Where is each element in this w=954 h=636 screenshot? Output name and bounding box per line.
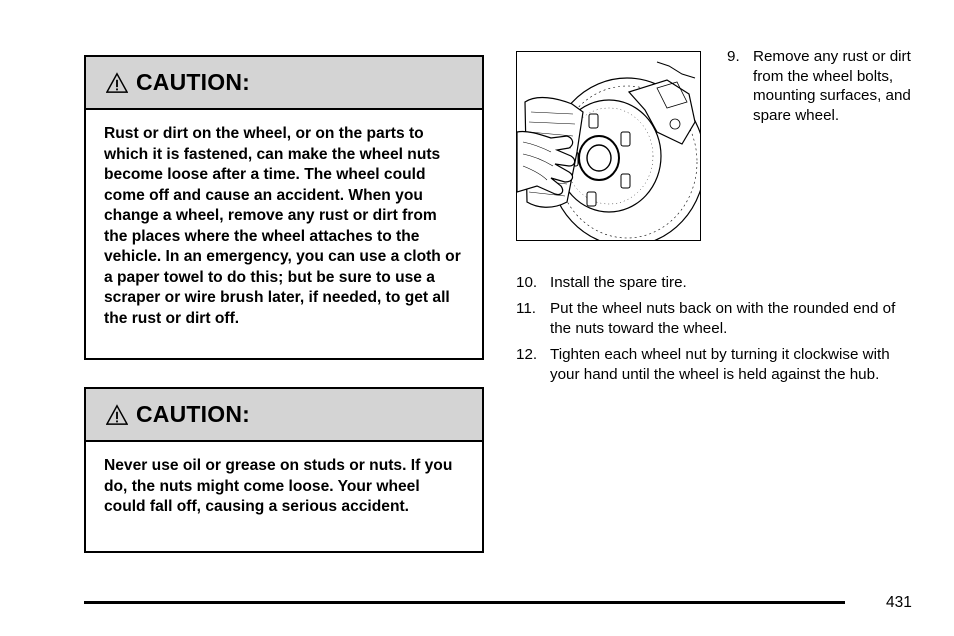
warning-triangle-icon — [106, 404, 128, 426]
caution-box-oil — [84, 387, 484, 553]
caution-box-rust — [84, 55, 484, 360]
caution-header — [86, 389, 482, 442]
step-text: Install the spare tire. — [550, 274, 687, 291]
step-text: Remove any rust or dirt from the wheel bolts, mounting surfaces, and spare wheel. — [753, 48, 911, 124]
warning-triangle-icon — [106, 72, 128, 94]
step-number: 10. — [516, 274, 538, 291]
caution-text: Never use oil or grease on studs or nuts. If you do, the nuts might come loose. Your wheel could fall off, causing a serious accident. — [104, 457, 453, 515]
hand-cleaning-hub-drawing — [517, 52, 701, 241]
footer-rule — [84, 601, 845, 604]
step-number: 11. — [516, 300, 536, 317]
page-number: 431 — [886, 594, 912, 611]
caution-text: Rust or dirt on the wheel, or on the parts to which it is fastened, can make the wheel nuts become loose after a time. The wheel could come off and cause an accident. When you change a wheel, remove any rust or dirt from the places where the wheel attaches to the vehicle. In an emergency, you can use a cloth or a paper towel to do this; but be sure to use a scraper or wire brush later, if needed, to get all the rust or dirt off. — [104, 125, 461, 327]
step-number: 12. — [516, 346, 538, 363]
step-text: Put the wheel nuts back on with the rounded end of the nuts toward the wheel. — [550, 300, 896, 337]
caution-header — [86, 57, 482, 110]
wheel-hub-illustration — [516, 51, 701, 241]
step-number: 9. — [727, 48, 740, 65]
caution-title: CAUTION: — [136, 69, 251, 95]
caution-title: CAUTION: — [136, 401, 251, 427]
step-text: Tighten each wheel nut by turning it clockwise with your hand until the wheel is held against the hub. — [550, 346, 890, 383]
